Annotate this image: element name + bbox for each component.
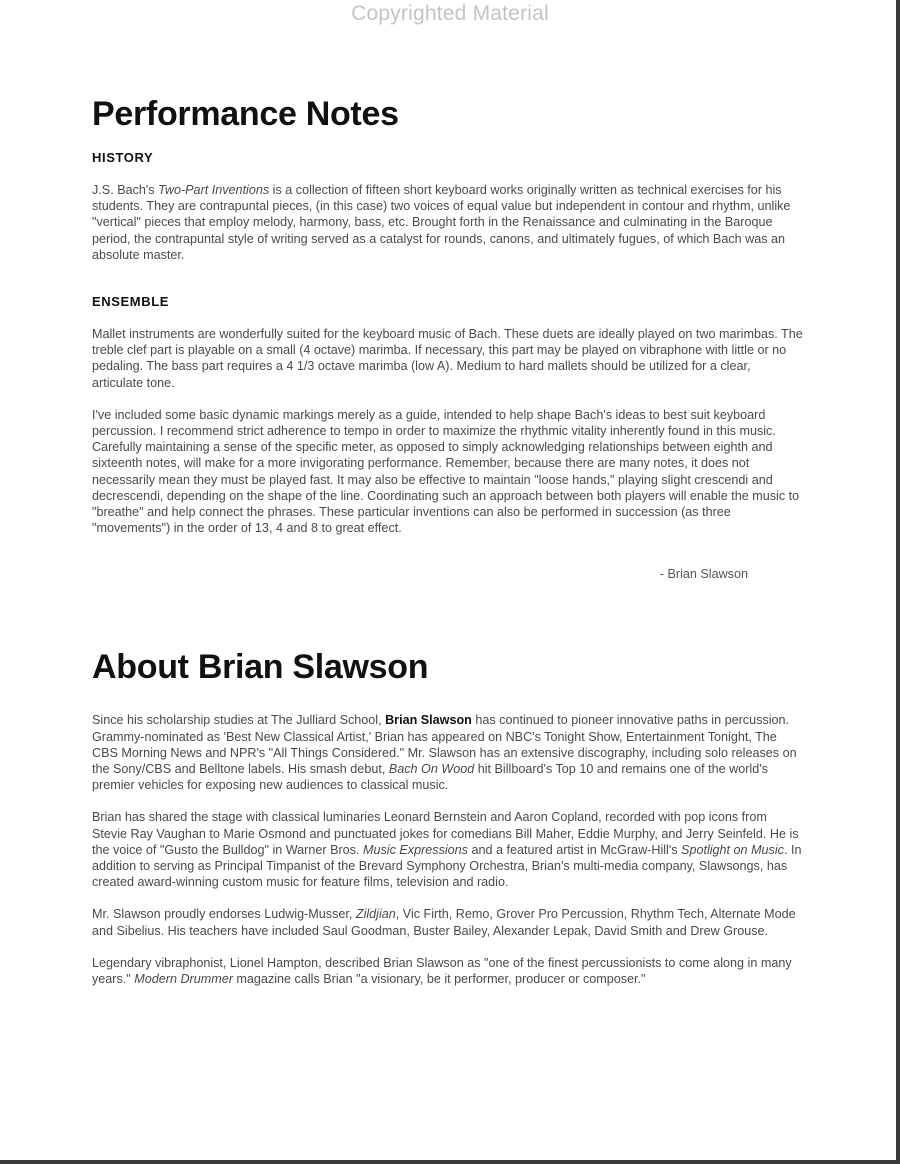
series-title-1: Music Expressions (362, 842, 468, 857)
signature: - Brian Slawson (659, 567, 748, 582)
about-p1-text-c: hit Billboard's Top 10 and remains one of the world's premier vehicles for exposing new audiences to classical music. (92, 762, 768, 793)
history-paragraph (92, 182, 804, 263)
about-p4-text-b: magazine calls Brian "a visionary, be it performer, producer or composer." (232, 972, 646, 987)
about-paragraph-4 (92, 955, 804, 987)
magazine-title: Modern Drummer (134, 972, 233, 987)
about-paragraph-3 (92, 906, 804, 938)
ensemble-paragraph-1: Mallet instruments are wonderfully suited for the keyboard music of Bach. These duets are ideally played on two marimbas. The treble clef part is playable on a small (4 octave) marimba. If necessary, this part may be played on vibraphone with little or no pedaling. The bass part requires a 4 1/3 octave marimba (low A). Medium to hard mallets should be utilized for a clear, articulate tone. (92, 327, 803, 390)
performance-notes-title: Performance Notes (92, 95, 399, 133)
page-content (92, 94, 804, 987)
ensemble-heading: ENSEMBLE (92, 294, 170, 310)
about-p1-text-b: has continued to pioneer innovative paths in percussion. Grammy-nominated as 'Best New Classical Artist,' Brian has appeared on NBC's Tonight Show, Entertainment Tonight, The CBS Morning News and NPR's "All Things Considered." Mr. Slawson has an extensive discography, including solo releases on the Sony/CBS and Belltone labels. His smash debut, (92, 713, 797, 777)
about-p2-text-c: . In addition to serving as Principal Timpanist of the Brevard Symphony Orchestra, Brian's multi-media company, Slawsongs, has created award-winning custom music for feature films, television and radio. (92, 842, 802, 890)
about-p2-text-a: Brian has shared the stage with classical luminaries Leonard Bernstein and Aaron Copland, recorded with pop icons from Stevie Ray Vaughan to Marie Osmond and punctuated jokes for comedians Bill Maher, Eddie Murphy, and Jerry Seinfeld. He is the voice of "Gusto the Bulldog" in Warner Bros. (92, 810, 799, 857)
about-p3-text-a: Mr. Slawson proudly endorses Ludwig-Musser, (92, 907, 356, 922)
ensemble-paragraph-2: I've included some basic dynamic markings merely as a guide, intended to help shape Bach's ideas to best suit keyboard percussion. I recommend strict adherence to tempo in order to maximize the rhythmic vitality inherently found in this music. Carefully maintaining a sense of the specific meter, as opposed to simply acknowledging relationships between eighth and sixteenth notes, will make for a more invigorating performance. Remember, because there are many notes, it does not necessarily mean they must be played fast. It may also be effective to maintain "loose hands," playing slight crescendi and decrescendi, depending on the shape of the line. Coordinating such an approach between both players will enable the music to "breathe" and help connect the phrases. These particular inventions can also be performed in succession (as three "movements") in the order of 13, 4 and 8 to great effect. (92, 407, 800, 536)
history-text-a: J.S. Bach's (92, 183, 159, 197)
work-title: Two-Part Inventions (158, 183, 270, 197)
series-title-2: Spotlight on Music (681, 842, 784, 857)
about-p1-text-a: Since his scholarship studies at The Julliard School, (92, 713, 386, 728)
history-heading: HISTORY (92, 150, 154, 165)
about-paragraph-1 (92, 712, 804, 793)
album-title: Bach On Wood (388, 762, 475, 777)
artist-name: Brian Slawson (385, 713, 472, 728)
about-p2-text-b: and a featured artist in McGraw-Hill's (467, 842, 682, 857)
about-title: About Brian Slawson (92, 648, 429, 687)
history-text-b: is a collection of fifteen short keyboard works originally written as technical exercises for his students. They are contrapuntal pieces, (in this case) two voices of equal value but independent in contour and rhythm, unlike "vertical" pieces that employ melody, harmony, bass, etc. Brought forth in the Renaissance and culminating in the Baroque period, the contrapuntal style of writing served as a catalyst for rounds, canons, and ultimately fugues, of which Bach was an absolute master. (92, 183, 791, 262)
brand-name: Zildjian (355, 907, 396, 922)
about-p3-text-b: , Vic Firth, Remo, Grover Pro Percussion, Rhythm Tech, Alternate Mode and Sibelius. His teachers have included Saul Goodman, Buster Bailey, Alexander Lepak, David Smith and Drew Grouse. (92, 907, 796, 938)
about-paragraph-2 (92, 809, 804, 890)
about-p4-text-a: Legendary vibraphonist, Lionel Hampton, described Brian Slawson as "one of the finest percussionists to come along in many years." (92, 955, 792, 987)
watermark: Copyrighted Material (351, 2, 549, 25)
